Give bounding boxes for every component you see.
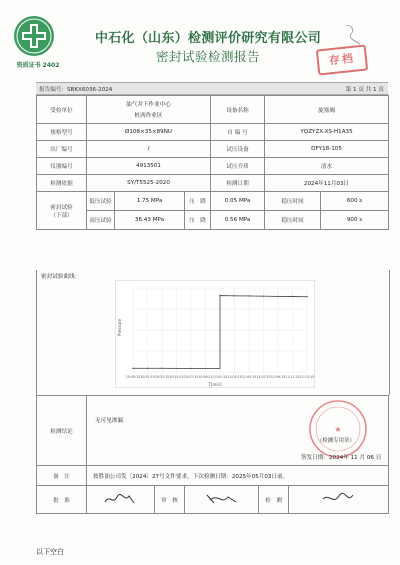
spec-value: Ø108×35×89NU: [87, 124, 211, 141]
seal-test-label-line-2: （下部）: [50, 212, 73, 219]
end-of-report-text: 以下空白: [36, 548, 64, 556]
self-no-label: 自 编 号: [211, 124, 265, 141]
company-logo-icon: [12, 14, 56, 58]
spec-label: 规格型号: [37, 124, 87, 141]
data-point: [161, 368, 162, 369]
low-hold-value: 600 s: [321, 192, 389, 211]
conclusion-table: [36, 395, 389, 486]
instrument-value: 4913501: [87, 158, 211, 175]
review-signature-icon: [202, 491, 242, 507]
curve-label: 密封试验曲线：: [41, 274, 81, 280]
high-test-value: 36.43 MPa: [115, 211, 185, 230]
device-name-value: 旋塞阀: [265, 96, 389, 124]
self-no-value: YQZYZX-XS-H1A35: [265, 124, 389, 141]
low-drop-value: 0.05 MPa: [211, 192, 265, 211]
instrument-label: 仪器编号: [37, 158, 87, 175]
high-drop-label: 压 降: [185, 211, 211, 230]
remarks-value: 按胜油公司发〔2024〕27号文件要求，下次检测日期：2025年05月03日前。: [87, 466, 389, 486]
approve-signature-icon: [101, 491, 141, 507]
approval-table: [36, 485, 389, 514]
low-drop-label: 压 降: [185, 192, 211, 211]
low-hold-label: 稳压时间: [265, 192, 321, 211]
inspection-seal-icon: [307, 398, 369, 460]
seal-caption: （检测专用章）: [317, 438, 355, 444]
data-point: [306, 296, 307, 297]
seal-test-label: [37, 192, 87, 230]
svg-text:★: ★: [334, 425, 342, 434]
conclusion-value: 无可见渗漏: [95, 418, 123, 424]
report-number: 报告编号：SBKX6036-2024: [39, 87, 113, 93]
data-point: [190, 368, 191, 369]
client-value-line-1: 油气井下作业中心: [126, 102, 171, 108]
approve-label: 批 准: [37, 486, 87, 514]
report-title: 密封试验检测报告: [155, 49, 260, 64]
certificate-number: 资质证书 2402: [16, 62, 60, 69]
x-tick-label: 10:55:15: [169, 375, 184, 379]
medium-value: 清水: [265, 158, 389, 175]
high-hold-value: 900 s: [321, 211, 389, 230]
high-drop-value: 0.56 MPa: [211, 211, 265, 230]
approve-signature: [87, 486, 155, 514]
basis-value: SY/T5525-2020: [87, 175, 211, 192]
test-label: 检 测: [259, 486, 289, 514]
review-signature: [185, 486, 259, 514]
client-value: [87, 96, 211, 124]
high-hold-label: 稳压时间: [265, 211, 321, 230]
data-point: [132, 368, 133, 369]
test-signature-icon: [319, 491, 359, 507]
data-point: [205, 368, 206, 369]
data-point: [248, 295, 249, 296]
seal-test-label-line-1: 密封试验: [50, 204, 73, 211]
issue-date: 签发日期：2024年 11 月 06 日: [301, 455, 382, 461]
x-tick-label: 10:51:15: [140, 375, 155, 379]
medium-label: 试压介质: [211, 158, 265, 175]
review-label: 审 核: [155, 486, 185, 514]
client-label: 受检单位: [37, 96, 87, 124]
pressure-curve-chart: [115, 280, 315, 388]
test-signature: [289, 486, 389, 514]
data-point: [263, 295, 264, 296]
archive-stamp: 存档: [316, 44, 368, 75]
data-point: [292, 296, 293, 297]
seal-curve-block: [36, 270, 390, 395]
date-value: 2024年11月03日: [265, 175, 389, 192]
conclusion-cell: [87, 396, 389, 466]
report-table: [36, 95, 389, 230]
page-number: 第 1 页 共 1 页: [345, 87, 384, 93]
factory-no-value: /: [87, 141, 211, 158]
data-point: [234, 295, 235, 296]
x-tick-label: 11:01:15: [212, 375, 228, 379]
handwritten-mark-icon: [343, 22, 363, 48]
data-point: [147, 368, 148, 369]
basis-label: 检测依据: [37, 175, 87, 192]
x-tick-label: 11:11:15: [285, 375, 300, 379]
high-test-label: 高压试验: [87, 211, 115, 230]
data-point: [277, 296, 278, 297]
x-tick-label: 11:05:15: [241, 375, 257, 379]
report-meta-bar: [36, 82, 388, 95]
client-value-line-2: 桩西作业区: [134, 113, 163, 119]
low-test-label: 低压试验: [87, 192, 115, 211]
conclusion-label: 检测结论: [37, 396, 87, 466]
remarks-label: 备 注: [37, 466, 87, 486]
x-tick-label: 10:57:15: [183, 375, 199, 379]
company-name: 中石化（山东）检测评价研究有限公司: [94, 31, 322, 46]
chart-y-label: Pressure: [117, 318, 122, 336]
x-tick-label: 11:03:15: [227, 375, 242, 379]
device-name-label: 设备名称: [211, 96, 265, 124]
x-tick-label: 11:13:15: [299, 375, 315, 379]
factory-no-label: 出厂编号: [37, 141, 87, 158]
test-device-value: DFY18-105: [265, 141, 389, 158]
chart-x-label: T[min]: [208, 382, 222, 387]
x-tick-label: 10:49:15: [125, 375, 141, 379]
x-tick-label: 11:07:15: [256, 375, 271, 379]
data-point: [219, 295, 220, 296]
test-device-label: 试压设备: [211, 141, 265, 158]
x-tick-label: 10:59:15: [198, 375, 213, 379]
x-tick-label: 11:09:15: [270, 375, 286, 379]
data-point: [176, 368, 177, 369]
low-test-value: 1.75 MPa: [115, 192, 185, 211]
x-tick-label: 10:53:15: [154, 375, 170, 379]
date-label: 检测日期: [211, 175, 265, 192]
